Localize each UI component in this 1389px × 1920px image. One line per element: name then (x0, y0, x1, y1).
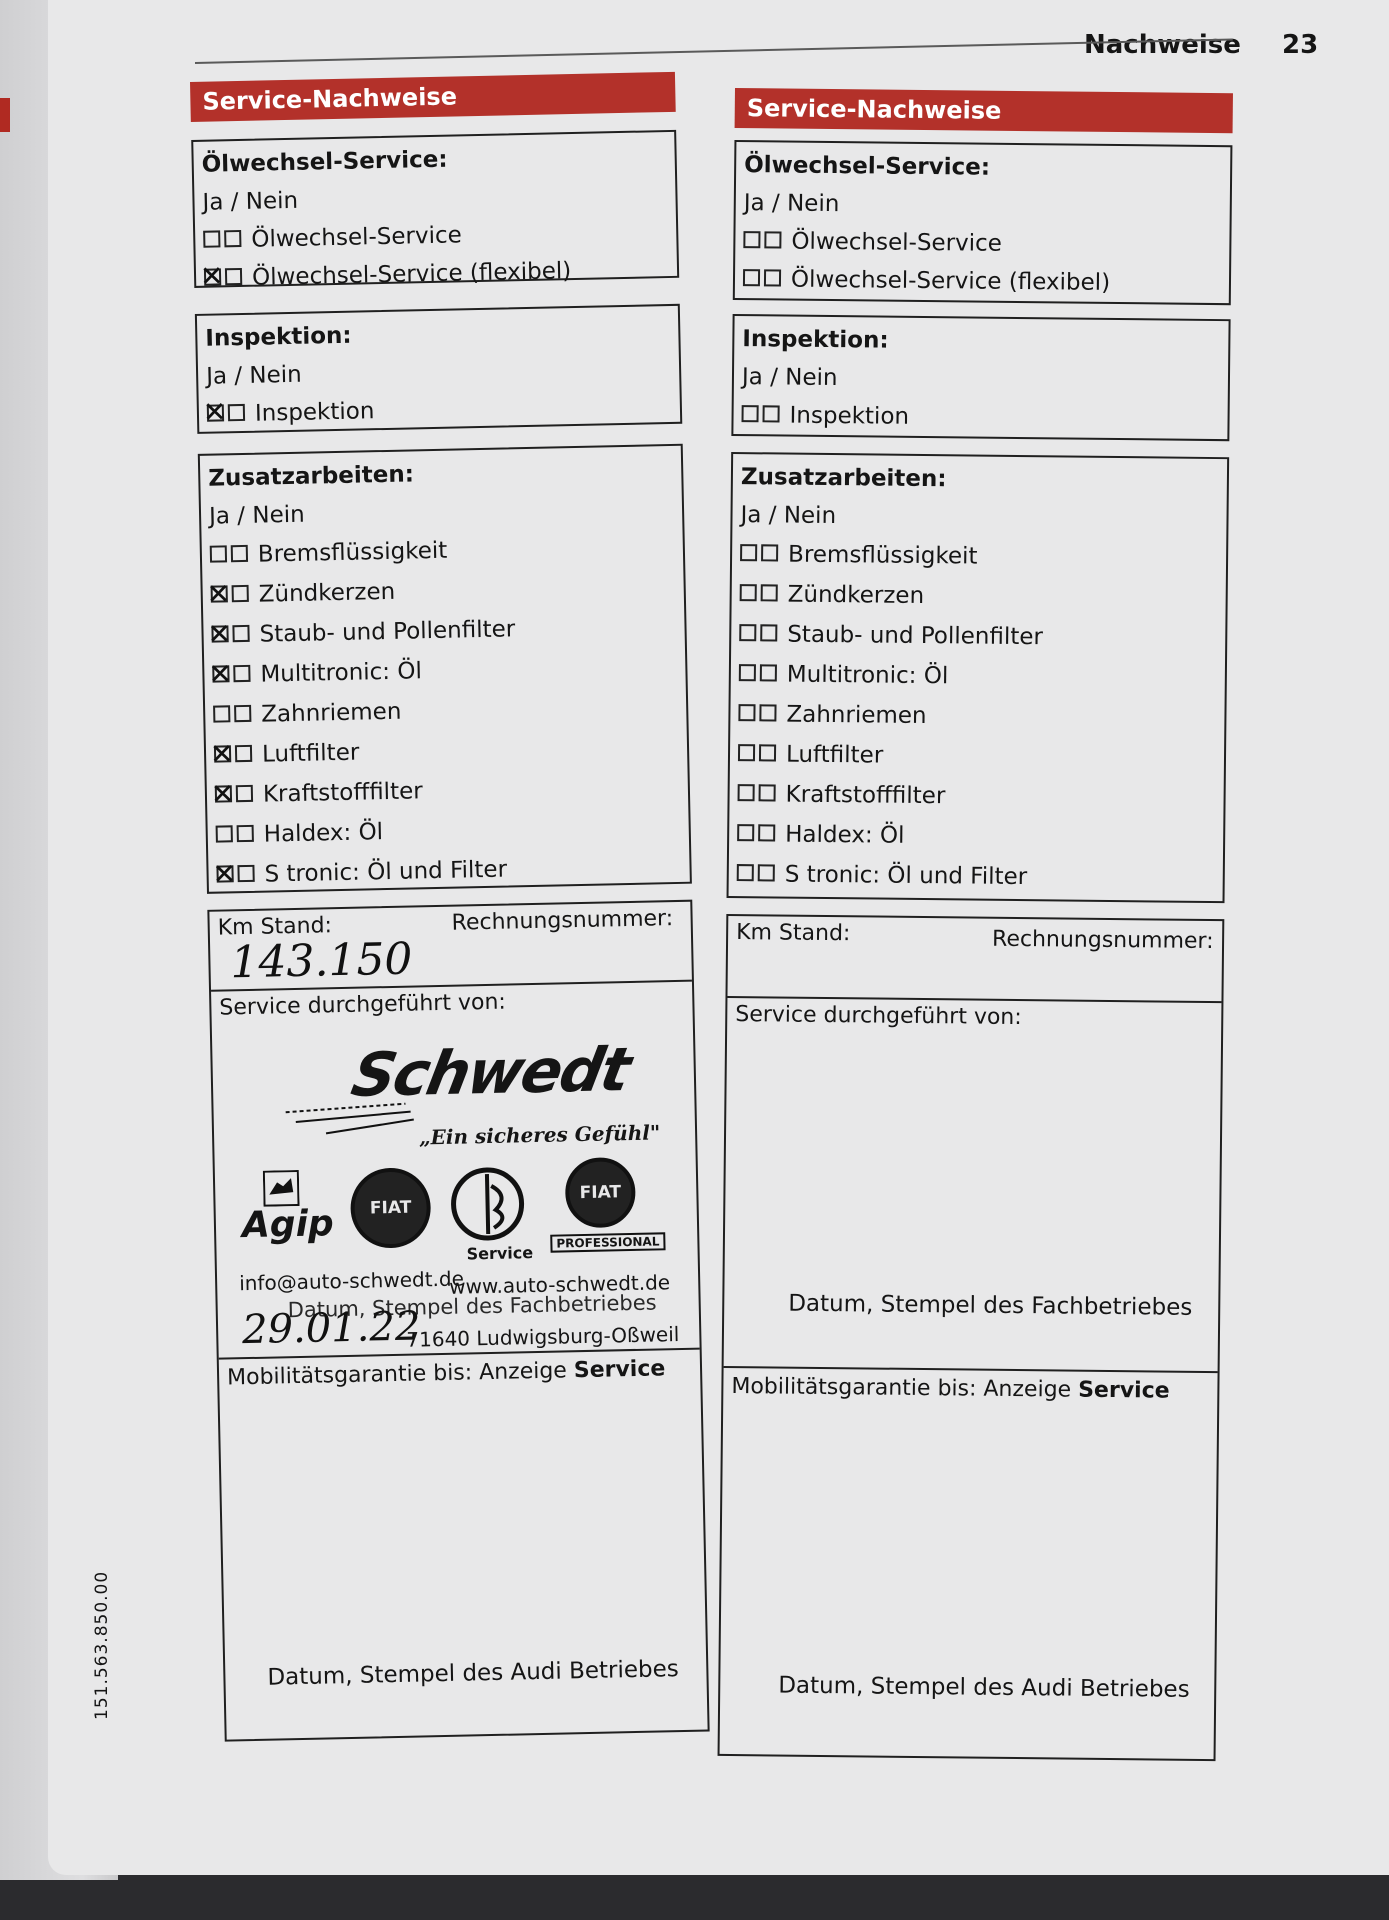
stamp-brand: Schwedt (346, 1034, 635, 1111)
km-invoice-section (727, 916, 1222, 1003)
page-title: Nachweise (1084, 30, 1241, 60)
yes-no-checkbox-pair (210, 582, 253, 609)
performed-by-label: Service durchgeführt von: (219, 989, 507, 1021)
checklist-item-label: Inspektion (254, 398, 375, 427)
inspection-box (195, 304, 682, 434)
inspection-box (731, 314, 1230, 441)
checklist-item (743, 222, 1221, 265)
yes-no-label: Ja / Nein (741, 364, 838, 392)
checklist-item (738, 694, 1216, 739)
no-checkbox[interactable] (237, 865, 254, 882)
dealer-stamp-caption: Datum, Stempel des Fachbetriebes (788, 1290, 1193, 1321)
yes-no-checkbox-pair (737, 821, 779, 847)
invoice-label: Rechnungsnummer: (991, 926, 1214, 955)
no-checkbox[interactable] (761, 544, 778, 561)
yes-no-checkbox-pair (203, 227, 246, 254)
yes-checkbox[interactable] (743, 231, 760, 248)
mobility-label-bold: Service (1078, 1377, 1170, 1404)
no-checkbox[interactable] (236, 785, 253, 802)
yes-no-checkbox-pair (738, 701, 780, 727)
checklist-item (740, 534, 1218, 579)
invoice-label: Rechnungsnummer: (451, 906, 674, 936)
no-checkbox[interactable] (224, 230, 241, 247)
yes-checkbox-checked[interactable] (204, 268, 221, 285)
yes-no-checkbox-pair (214, 742, 257, 769)
yes-no-label: Ja / Nein (202, 187, 299, 216)
fiat-logo-icon (350, 1167, 432, 1249)
checklist-item (739, 574, 1217, 619)
oil-change-title: Ölwechsel-Service: (744, 152, 991, 181)
yes-checkbox[interactable] (743, 269, 760, 286)
yes-no-checkbox-pair (738, 741, 780, 767)
yes-no-checkbox-pair (216, 862, 259, 889)
checklist-item (738, 734, 1216, 779)
service-confirmation-box (207, 900, 709, 1742)
checklist-item-label: Kraftstofffilter (785, 781, 946, 810)
checklist-item-label: Staub- und Pollenfilter (787, 621, 1044, 651)
no-checkbox[interactable] (759, 704, 776, 721)
section-banner: Service-Nachweise (190, 72, 676, 122)
mobility-label (227, 1356, 666, 1390)
no-checkbox[interactable] (237, 825, 254, 842)
yes-checkbox[interactable] (740, 544, 757, 561)
yes-checkbox-checked[interactable] (212, 665, 229, 682)
checklist-item-label: Haldex: Öl (785, 821, 905, 849)
extra-work-items (210, 526, 682, 896)
no-checkbox[interactable] (758, 864, 775, 881)
yes-checkbox-checked[interactable] (211, 585, 228, 602)
checklist-item-label: Ölwechsel-Service (791, 228, 1003, 257)
yes-checkbox-checked[interactable] (216, 865, 233, 882)
yes-no-checkbox-pair (740, 581, 782, 607)
yes-no-checkbox-pair (743, 266, 785, 292)
checklist-item-label: Kraftstofffilter (262, 778, 423, 808)
yes-no-checkbox-pair (204, 265, 247, 292)
fiat-professional-logo-text: FIAT (579, 1182, 622, 1204)
checklist-item-label: S tronic: Öl und Filter (264, 856, 508, 888)
km-value-handwritten: 143.150 (229, 933, 413, 989)
checklist-item-label: Ölwechsel-Service (flexibel) (251, 258, 572, 291)
checklist-item-label: S tronic: Öl und Filter (784, 861, 1028, 891)
yes-checkbox[interactable] (737, 824, 754, 841)
section-banner: Service-Nachweise (735, 88, 1233, 133)
yes-no-label: Ja / Nein (743, 190, 840, 218)
mobility-section (219, 1350, 708, 1740)
no-checkbox[interactable] (235, 745, 252, 762)
page-number: 23 (1282, 30, 1319, 60)
yes-checkbox[interactable] (210, 545, 227, 562)
yes-checkbox[interactable] (738, 784, 755, 801)
yes-no-checkbox-pair (212, 662, 255, 689)
oil-change-box (733, 140, 1233, 305)
yes-no-checkbox-pair (210, 542, 253, 569)
km-label: Km Stand: (736, 920, 851, 947)
yes-no-label: Ja / Nein (205, 361, 303, 390)
checklist-item (737, 814, 1215, 859)
yes-checkbox[interactable] (203, 230, 220, 247)
yes-checkbox-checked[interactable] (215, 785, 232, 802)
stamp-slogan: „Ein sicheres Gefühl" (418, 1120, 661, 1150)
mobility-label-bold: Service (573, 1356, 666, 1384)
yes-checkbox[interactable] (738, 744, 755, 761)
checklist-item (739, 614, 1217, 659)
checklist-item-label: Haldex: Öl (263, 819, 384, 848)
mobility-label (731, 1374, 1169, 1404)
checklist-item-label: Zahnriemen (260, 698, 402, 728)
checklist-item-label: Zahnriemen (786, 701, 927, 730)
no-checkbox[interactable] (760, 664, 777, 681)
no-checkbox[interactable] (232, 585, 249, 602)
no-checkbox[interactable] (233, 665, 250, 682)
mobility-label-text: Mobilitätsgarantie bis: Anzeige (731, 1374, 1072, 1403)
checklist-item-label: Zündkerzen (258, 578, 396, 608)
fiat-logo-text: FIAT (369, 1197, 412, 1219)
stamp-email: info@auto-schwedt.de (238, 1266, 465, 1296)
no-checkbox[interactable] (232, 625, 249, 642)
yes-checkbox-checked[interactable] (214, 745, 231, 762)
yes-no-checkbox-pair (216, 822, 259, 849)
yes-no-label: Ja / Nein (208, 501, 305, 530)
mobility-section (720, 1368, 1218, 1761)
no-checkbox[interactable] (759, 744, 776, 761)
checklist-item-label: Ölwechsel-Service (flexibel) (790, 266, 1111, 296)
extra-work-box (198, 444, 692, 894)
extra-work-box (727, 452, 1230, 903)
no-checkbox[interactable] (228, 404, 245, 421)
yes-checkbox[interactable] (739, 624, 756, 641)
alfa-service-caption: Service (466, 1243, 534, 1264)
inspection-title: Inspektion: (205, 322, 352, 352)
checklist-item-label: Multitronic: Öl (786, 661, 949, 690)
no-checkbox[interactable] (759, 784, 776, 801)
extra-work-items (737, 534, 1219, 899)
service-confirmation-box (718, 914, 1225, 1761)
no-checkbox[interactable] (234, 705, 251, 722)
fiat-professional-logo-icon (565, 1157, 636, 1228)
no-checkbox[interactable] (764, 231, 781, 248)
checklist-item (737, 774, 1215, 819)
no-checkbox[interactable] (764, 269, 781, 286)
km-invoice-section (209, 902, 692, 992)
yes-checkbox[interactable] (738, 704, 755, 721)
yes-checkbox[interactable] (216, 825, 233, 842)
yes-no-label: Ja / Nein (740, 502, 837, 530)
checklist-item-label: Zündkerzen (787, 581, 925, 610)
agip-logo: Agip (241, 1203, 335, 1247)
checklist-item-label: Luftfilter (785, 741, 884, 769)
stamp-address: 71640 Ludwigsburg-Oßweil (406, 1322, 680, 1352)
yes-no-checkbox-pair (213, 702, 256, 729)
inspection-title: Inspektion: (742, 326, 889, 354)
checklist-item-label: Staub- und Pollenfilter (259, 616, 516, 648)
checklist-item-label: Bremsflüssigkeit (787, 541, 978, 570)
yes-checkbox[interactable] (737, 864, 754, 881)
checklist-item (739, 654, 1217, 699)
yes-no-checkbox-pair (739, 621, 781, 647)
page-header (1010, 26, 1360, 66)
no-checkbox[interactable] (231, 545, 248, 562)
no-checkbox[interactable] (225, 268, 242, 285)
inspection-items (741, 396, 1219, 439)
stamp-website: www.auto-schwedt.de (449, 1270, 671, 1299)
checklist-item-label: Inspektion (789, 402, 910, 430)
dealer-stamp-section (211, 982, 700, 1360)
dealer-stamp-section (724, 998, 1222, 1373)
extra-work-title: Zusatzarbeiten: (208, 461, 415, 492)
no-checkbox[interactable] (760, 624, 777, 641)
oil-change-box (191, 130, 679, 291)
yes-no-checkbox-pair (740, 541, 782, 567)
audi-stamp-caption: Datum, Stempel des Audi Betriebes (267, 1656, 680, 1691)
yes-no-checkbox-pair (211, 622, 254, 649)
audi-stamp-caption: Datum, Stempel des Audi Betriebes (778, 1672, 1190, 1703)
service-date-handwritten: 29.01.22 (241, 1303, 421, 1354)
oil-items (743, 222, 1222, 303)
agip-dog-icon (263, 1170, 300, 1207)
checklist-item (741, 396, 1219, 439)
dealer-stamp-caption: Datum, Stempel des Fachbetriebes (287, 1290, 657, 1323)
mobility-label-text: Mobilitätsgarantie bis: Anzeige (226, 1358, 568, 1391)
red-tab-marker (0, 98, 10, 132)
extra-work-title: Zusatzarbeiten: (740, 464, 947, 493)
checklist-item-label: Bremsflüssigkeit (257, 537, 448, 568)
oil-change-title: Ölwechsel-Service: (201, 146, 448, 178)
no-checkbox[interactable] (758, 824, 775, 841)
oil-items (203, 212, 669, 298)
yes-no-checkbox-pair (743, 228, 785, 254)
yes-no-checkbox-pair (737, 861, 779, 887)
checklist-item (743, 260, 1221, 303)
yes-checkbox[interactable] (213, 705, 230, 722)
yes-no-checkbox-pair (215, 782, 258, 809)
checklist-item (737, 854, 1215, 899)
alfa-romeo-logo-icon (449, 1165, 527, 1243)
yes-checkbox-checked[interactable] (207, 404, 224, 421)
yes-no-checkbox-pair (741, 402, 783, 428)
performed-by-label: Service durchgeführt von: (735, 1002, 1022, 1031)
professional-caption: PROFESSIONAL (550, 1232, 665, 1252)
part-number: 151.563.850.00 (92, 1570, 112, 1720)
checklist-item-label: Ölwechsel-Service (251, 222, 463, 253)
km-label: Km Stand: (217, 913, 333, 941)
yes-checkbox[interactable] (739, 664, 756, 681)
yes-checkbox[interactable] (740, 584, 757, 601)
no-checkbox[interactable] (763, 405, 780, 422)
yes-no-checkbox-pair (737, 781, 779, 807)
yes-checkbox-checked[interactable] (211, 625, 228, 642)
checklist-item-label: Luftfilter (261, 739, 360, 768)
yes-checkbox[interactable] (742, 405, 759, 422)
no-checkbox[interactable] (761, 584, 778, 601)
yes-no-checkbox-pair (207, 401, 250, 428)
checklist-item-label: Multitronic: Öl (260, 658, 423, 688)
yes-no-checkbox-pair (739, 661, 781, 687)
